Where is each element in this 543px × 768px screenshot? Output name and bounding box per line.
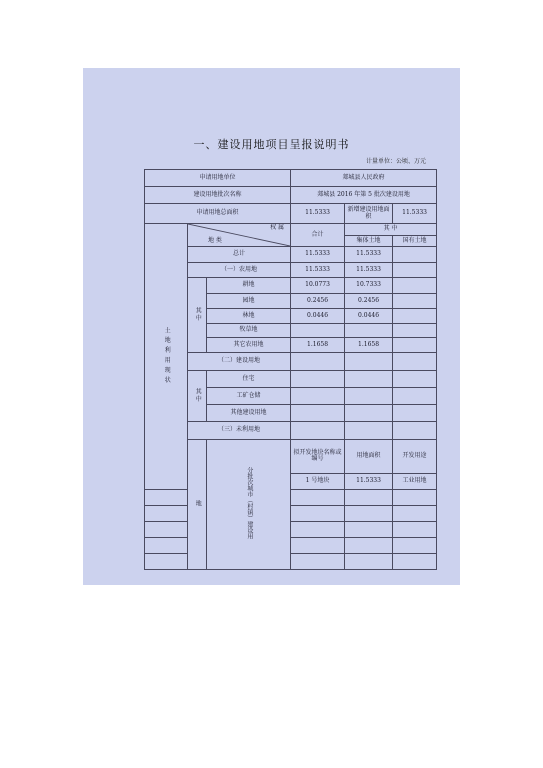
land-header-row-1 bbox=[145, 224, 437, 236]
row-total: 10.0773 bbox=[291, 278, 345, 294]
applicant-row bbox=[145, 170, 437, 187]
row-state bbox=[393, 247, 437, 263]
row-state bbox=[393, 294, 437, 309]
row-state bbox=[393, 388, 437, 405]
row-label: 工矿仓储 bbox=[207, 388, 291, 405]
row-collective bbox=[345, 371, 393, 388]
area-row bbox=[145, 204, 437, 224]
land-row-unused bbox=[145, 422, 437, 440]
document-title: 一、建设用地项目呈报说明书 bbox=[193, 138, 350, 151]
plot-name: 1 号地块 bbox=[291, 473, 345, 489]
category-ownership-header bbox=[188, 224, 291, 247]
row-total: 11.5333 bbox=[291, 247, 345, 263]
row-collective: 1.1658 bbox=[345, 338, 393, 353]
row-label: 耕地 bbox=[207, 278, 291, 294]
document-page bbox=[83, 68, 460, 585]
row-total: 0.0446 bbox=[291, 309, 345, 324]
total-area-value: 11.5333 bbox=[291, 204, 345, 224]
row-label: 住宅 bbox=[207, 371, 291, 388]
row-label: 林地 bbox=[207, 309, 291, 324]
row-state bbox=[393, 263, 437, 278]
land-row-arable bbox=[145, 278, 437, 294]
row-label: 牧草地 bbox=[207, 324, 291, 338]
row-state bbox=[393, 422, 437, 440]
row-state bbox=[393, 309, 437, 324]
new-area-value: 11.5333 bbox=[393, 204, 437, 224]
row-label: 园地 bbox=[207, 294, 291, 309]
row-total bbox=[291, 405, 345, 422]
row-collective bbox=[345, 388, 393, 405]
ownership-label: 权 属 bbox=[270, 224, 285, 231]
collective-col-header: 集体土地 bbox=[345, 236, 393, 247]
land-use-side-label bbox=[145, 224, 188, 490]
applicant-value: 郯城县人民政府 bbox=[291, 170, 437, 187]
row-collective bbox=[345, 405, 393, 422]
build-sub-text: 其 中 bbox=[194, 387, 202, 402]
row-state bbox=[393, 353, 437, 371]
batch-label: 建设用地批次名称 bbox=[145, 187, 291, 204]
applicant-label: 申请用地单位 bbox=[145, 170, 291, 187]
row-collective bbox=[345, 324, 393, 338]
row-collective bbox=[345, 422, 393, 440]
agri-sub-text: 其 中 bbox=[194, 306, 202, 321]
row-state bbox=[393, 324, 437, 338]
plot-use: 工业用地 bbox=[393, 473, 437, 489]
batch-value: 郯城县 2016 年第 5 批次建设用地 bbox=[291, 187, 437, 204]
of-which-header: 其 中 bbox=[345, 224, 437, 236]
plot-area: 11.5333 bbox=[345, 473, 393, 489]
col-plot-use: 开发用途 bbox=[393, 440, 437, 474]
plot-sub-text: 分批次城市（村镇）建设用 bbox=[245, 467, 253, 540]
land-row-total bbox=[145, 247, 437, 263]
unit-note: 计量单位：公顷、万元 bbox=[365, 158, 426, 165]
total-col-header: 合计 bbox=[291, 224, 345, 247]
row-label: 其他建设用地 bbox=[207, 405, 291, 422]
plot-side-text: 地 bbox=[194, 500, 202, 507]
row-total bbox=[291, 324, 345, 338]
row-label: 总计 bbox=[188, 247, 291, 263]
build-sub-label bbox=[188, 371, 207, 422]
col-plot-name: 拟开发地块名称或编号 bbox=[291, 440, 345, 474]
state-col-header: 国有土地 bbox=[393, 236, 437, 247]
row-label: （二）建设用地 bbox=[188, 353, 291, 371]
row-total: 11.5333 bbox=[291, 263, 345, 278]
total-area-label: 申请用地总面积 bbox=[145, 204, 291, 224]
report-table bbox=[144, 169, 437, 570]
batch-row bbox=[145, 187, 437, 204]
row-state bbox=[393, 371, 437, 388]
category-label: 地 类 bbox=[208, 237, 222, 245]
row-label: （一）农用地 bbox=[188, 263, 291, 278]
plot-side-label bbox=[188, 440, 207, 570]
row-collective: 11.5333 bbox=[345, 263, 393, 278]
col-plot-area: 用地面积 bbox=[345, 440, 393, 474]
land-use-side-text: 土 地 利 用 现 状 bbox=[163, 326, 171, 384]
row-label: 其它农用地 bbox=[207, 338, 291, 353]
row-total bbox=[291, 422, 345, 440]
row-state bbox=[393, 278, 437, 294]
row-total bbox=[291, 371, 345, 388]
plot-header-row bbox=[145, 440, 437, 474]
row-state bbox=[393, 405, 437, 422]
land-row-housing bbox=[145, 371, 437, 388]
row-label: （三）未利用地 bbox=[188, 422, 291, 440]
new-area-label: 新增建设用地面积 bbox=[345, 204, 393, 224]
row-total bbox=[291, 353, 345, 371]
land-row-agri bbox=[145, 263, 437, 278]
row-collective: 11.5333 bbox=[345, 247, 393, 263]
row-total bbox=[291, 388, 345, 405]
row-collective bbox=[345, 353, 393, 371]
row-total: 1.1658 bbox=[291, 338, 345, 353]
land-row-build bbox=[145, 353, 437, 371]
row-collective: 0.2456 bbox=[345, 294, 393, 309]
row-state bbox=[393, 338, 437, 353]
agri-sub-label bbox=[188, 278, 207, 353]
row-total: 0.2456 bbox=[291, 294, 345, 309]
row-collective: 10.7333 bbox=[345, 278, 393, 294]
row-collective: 0.0446 bbox=[345, 309, 393, 324]
plot-sub-label bbox=[207, 440, 291, 570]
